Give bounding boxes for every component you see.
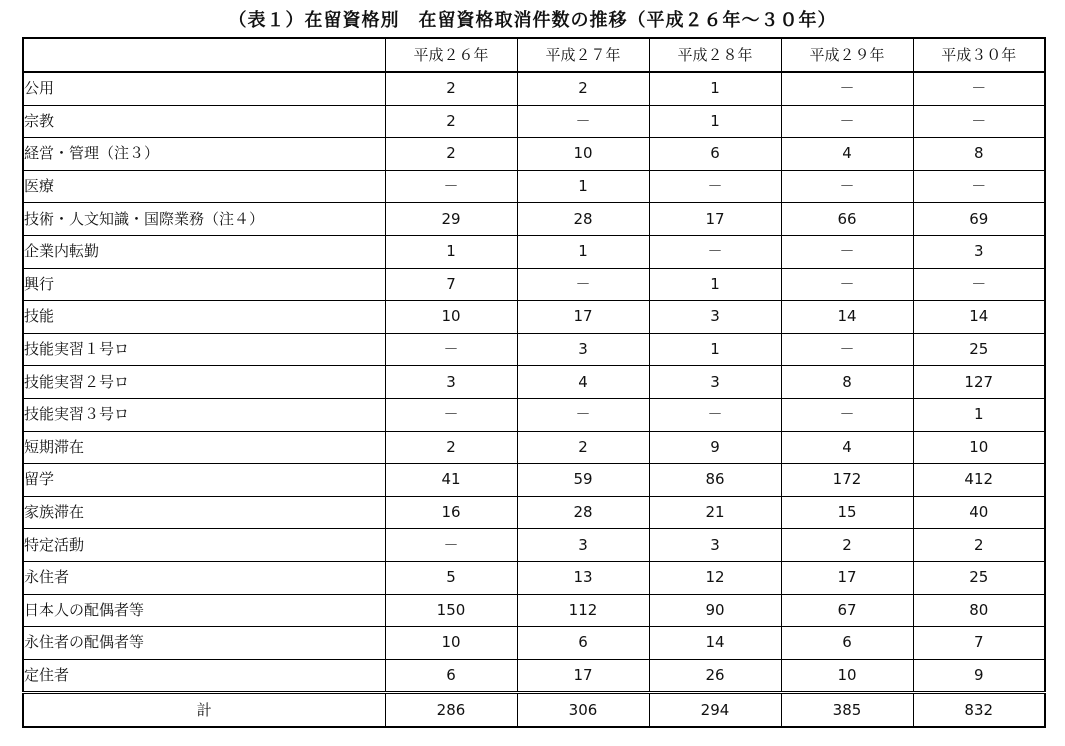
table-cell: 17: [781, 561, 913, 594]
table-cell: 1: [649, 72, 781, 105]
row-label: 興行: [23, 268, 385, 301]
table-row: [23, 235, 1045, 268]
row-label: 医療: [23, 170, 385, 203]
row-label: 家族滞在: [23, 496, 385, 529]
table-cell: －: [517, 398, 649, 431]
table-cell: 1: [649, 105, 781, 138]
table-cell: 10: [517, 138, 649, 171]
table-row: [23, 105, 1045, 138]
table-cell: 112: [517, 594, 649, 627]
table-cell: 86: [649, 464, 781, 497]
table-cell: 66: [781, 203, 913, 236]
table-cell: 3: [649, 529, 781, 562]
row-label: 技術・人文知識・国際業務（注４）: [23, 203, 385, 236]
row-label: 技能実習１号ロ: [23, 333, 385, 366]
table-cell: 9: [913, 659, 1045, 693]
table-cell: 21: [649, 496, 781, 529]
total-cell: 294: [649, 693, 781, 728]
table-cell: －: [385, 529, 517, 562]
row-label: 日本人の配偶者等: [23, 594, 385, 627]
table-cell: 2: [781, 529, 913, 562]
table-row: [23, 301, 1045, 334]
table-cell: 3: [649, 301, 781, 334]
table-cell: 1: [649, 268, 781, 301]
table-row: [23, 431, 1045, 464]
table-cell: 6: [385, 659, 517, 693]
table-cell: 13: [517, 561, 649, 594]
table-cell: －: [781, 72, 913, 105]
table-cell: 8: [913, 138, 1045, 171]
table-cell: －: [781, 333, 913, 366]
table-cell: 80: [913, 594, 1045, 627]
table-row: [23, 529, 1045, 562]
row-label: 永住者の配偶者等: [23, 627, 385, 660]
table-cell: 29: [385, 203, 517, 236]
row-label: 技能: [23, 301, 385, 334]
total-cell: 832: [913, 693, 1045, 728]
table-row: [23, 561, 1045, 594]
table-cell: －: [517, 268, 649, 301]
table-row: [23, 72, 1045, 105]
table-cell: 5: [385, 561, 517, 594]
table-cell: 1: [649, 333, 781, 366]
table-cell: 4: [781, 138, 913, 171]
table-cell: －: [781, 170, 913, 203]
table-cell: 10: [781, 659, 913, 693]
header-year: 平成２８年: [649, 38, 781, 72]
table-cell: 17: [649, 203, 781, 236]
table-cell: 6: [517, 627, 649, 660]
row-label: 企業内転勤: [23, 235, 385, 268]
table-cell: 3: [913, 235, 1045, 268]
table-cell: 7: [385, 268, 517, 301]
table-cell: 14: [781, 301, 913, 334]
total-row: [23, 693, 1045, 728]
table-row: [23, 366, 1045, 399]
table-cell: 6: [781, 627, 913, 660]
table-cell: －: [913, 72, 1045, 105]
table-cell: 25: [913, 333, 1045, 366]
page-title: （表１）在留資格別 在留資格取消件数の推移（平成２６年～３０年）: [228, 10, 837, 31]
table-cell: 4: [517, 366, 649, 399]
table-cell: 6: [649, 138, 781, 171]
row-label: 定住者: [23, 659, 385, 693]
table-cell: －: [913, 170, 1045, 203]
row-label: 特定活動: [23, 529, 385, 562]
row-label: 永住者: [23, 561, 385, 594]
table-cell: 127: [913, 366, 1045, 399]
table-cell: －: [649, 398, 781, 431]
table-cell: －: [781, 268, 913, 301]
table-cell: 69: [913, 203, 1045, 236]
table-body: [23, 72, 1045, 693]
table-cell: 15: [781, 496, 913, 529]
table-row: [23, 170, 1045, 203]
table-cell: 1: [913, 398, 1045, 431]
row-label: 留学: [23, 464, 385, 497]
total-cell: 306: [517, 693, 649, 728]
table-cell: －: [913, 105, 1045, 138]
table-row: [23, 268, 1045, 301]
table-cell: 14: [913, 301, 1045, 334]
table-cell: 67: [781, 594, 913, 627]
table-cell: 14: [649, 627, 781, 660]
table-cell: 59: [517, 464, 649, 497]
table-cell: 25: [913, 561, 1045, 594]
table-cell: 172: [781, 464, 913, 497]
table-row: [23, 203, 1045, 236]
table-cell: 28: [517, 203, 649, 236]
table-cell: 17: [517, 659, 649, 693]
table-cell: 3: [517, 333, 649, 366]
row-label: 短期滞在: [23, 431, 385, 464]
table-row: [23, 138, 1045, 171]
table-row: [23, 398, 1045, 431]
table-cell: 12: [649, 561, 781, 594]
table-cell: 10: [913, 431, 1045, 464]
table-cell: 1: [385, 235, 517, 268]
table-cell: 10: [385, 627, 517, 660]
table-cell: 7: [913, 627, 1045, 660]
row-label: 経営・管理（注３）: [23, 138, 385, 171]
table-cell: 8: [781, 366, 913, 399]
table-cell: 90: [649, 594, 781, 627]
table-cell: 16: [385, 496, 517, 529]
total-label: 計: [23, 693, 385, 728]
table-cell: 150: [385, 594, 517, 627]
header-year: 平成２６年: [385, 38, 517, 72]
table-row: [23, 627, 1045, 660]
table-cell: 412: [913, 464, 1045, 497]
table-cell: 3: [385, 366, 517, 399]
table-cell: 2: [517, 72, 649, 105]
header-year: 平成３０年: [913, 38, 1045, 72]
table-cell: －: [385, 170, 517, 203]
table-cell: －: [781, 398, 913, 431]
table-cell: 2: [517, 431, 649, 464]
header-year: 平成２９年: [781, 38, 913, 72]
table-row: [23, 594, 1045, 627]
table-cell: 2: [385, 72, 517, 105]
table-row: [23, 464, 1045, 497]
table-cell: 10: [385, 301, 517, 334]
table-cell: 28: [517, 496, 649, 529]
total-cell: 286: [385, 693, 517, 728]
row-label: 宗教: [23, 105, 385, 138]
table-cell: －: [517, 105, 649, 138]
total-cell: 385: [781, 693, 913, 728]
table-cell: －: [913, 268, 1045, 301]
table-cell: 3: [649, 366, 781, 399]
table-cell: 2: [913, 529, 1045, 562]
table-row: [23, 496, 1045, 529]
table-cell: －: [781, 235, 913, 268]
table-cell: －: [385, 398, 517, 431]
table-cell: 40: [913, 496, 1045, 529]
table-cell: －: [649, 235, 781, 268]
header-year: 平成２７年: [517, 38, 649, 72]
cancellation-table: [22, 37, 1046, 728]
table-cell: 26: [649, 659, 781, 693]
table-cell: 1: [517, 170, 649, 203]
table-cell: 2: [385, 138, 517, 171]
table-cell: 17: [517, 301, 649, 334]
table-cell: 9: [649, 431, 781, 464]
table-cell: 2: [385, 105, 517, 138]
table-row: [23, 659, 1045, 693]
table-cell: 3: [517, 529, 649, 562]
row-label: 技能実習２号ロ: [23, 366, 385, 399]
table-cell: －: [385, 333, 517, 366]
table-cell: －: [781, 105, 913, 138]
header-corner: [23, 38, 385, 72]
table-cell: 4: [781, 431, 913, 464]
table-cell: 1: [517, 235, 649, 268]
row-label: 技能実習３号ロ: [23, 398, 385, 431]
row-label: 公用: [23, 72, 385, 105]
table-cell: 2: [385, 431, 517, 464]
table-row: [23, 333, 1045, 366]
header-row: [23, 38, 1045, 72]
table-cell: 41: [385, 464, 517, 497]
table-cell: －: [649, 170, 781, 203]
